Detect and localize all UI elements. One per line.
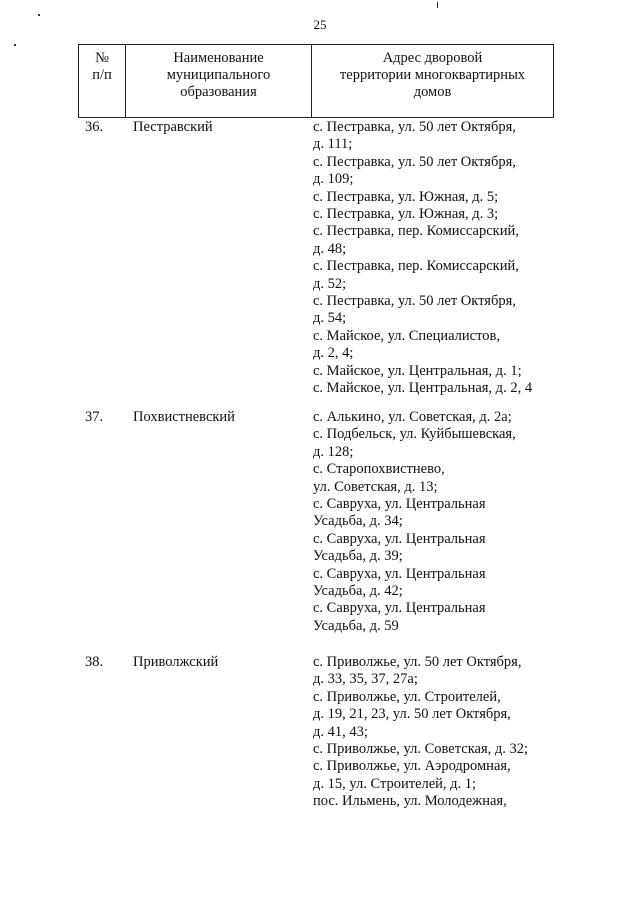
table-row bbox=[78, 654, 554, 811]
address-line: ул. Советская, д. 13; bbox=[313, 478, 438, 495]
table-header bbox=[78, 44, 554, 118]
address-line: с. Пестравка, ул. 50 лет Октября, bbox=[313, 293, 516, 310]
header-name-label: образования bbox=[180, 84, 257, 100]
address-list bbox=[313, 654, 554, 811]
address-list bbox=[313, 119, 554, 398]
header-address-label: территории многоквартирных bbox=[339, 67, 526, 83]
address-line: с. Савруха, ул. Центральная bbox=[313, 496, 486, 513]
address-line: д. 111; bbox=[313, 136, 353, 153]
header-address-label: домов bbox=[413, 84, 452, 100]
address-line: с. Пестравка, пер. Комиссарский, bbox=[313, 223, 519, 240]
address-line: с. Майское, ул. Центральная, д. 2, 4 bbox=[313, 380, 533, 397]
page-number: 25 bbox=[313, 17, 327, 32]
address-line: д. 19, 21, 23, ул. 50 лет Октября, bbox=[313, 706, 511, 723]
header-address-column bbox=[311, 45, 553, 117]
address-line: с. Майское, ул. Центральная, д. 1; bbox=[313, 362, 522, 379]
scan-speck bbox=[437, 2, 438, 8]
address-line: д. 2, 4; bbox=[313, 345, 354, 362]
row-number: 38. bbox=[85, 654, 104, 670]
address-line: с. Приволжье, ул. Аэродромная, bbox=[313, 758, 511, 775]
header-name-label: Наименование bbox=[173, 50, 264, 66]
address-line: д. 33, 35, 37, 27а; bbox=[313, 671, 418, 688]
address-line: с. Савруха, ул. Центральная bbox=[313, 530, 486, 547]
municipality-name: Похвистневский bbox=[133, 409, 235, 425]
address-line: с. Савруха, ул. Центральная bbox=[313, 600, 486, 617]
header-number-label: № bbox=[95, 50, 109, 66]
table-row bbox=[78, 119, 554, 398]
row-number: 37. bbox=[85, 409, 104, 425]
scan-speck bbox=[14, 44, 16, 46]
header-name-label: муниципального bbox=[166, 67, 271, 83]
address-line: с. Пестравка, пер. Комиссарский, bbox=[313, 258, 519, 275]
address-line: с. Старопохвистнево, bbox=[313, 461, 445, 478]
address-line: с. Пестравка, ул. Южная, д. 3; bbox=[313, 206, 499, 223]
address-line: д. 52; bbox=[313, 275, 347, 292]
address-line: с. Пестравка, ул. 50 лет Октября, bbox=[313, 119, 516, 135]
address-line: с. Савруха, ул. Центральная bbox=[313, 565, 486, 582]
address-line: Усадьба, д. 59 bbox=[313, 617, 399, 634]
address-line: с. Приволжье, ул. Советская, д. 32; bbox=[313, 741, 529, 758]
row-number: 36. bbox=[85, 119, 104, 135]
address-line: д. 41, 43; bbox=[313, 723, 368, 740]
address-line: Усадьба, д. 39; bbox=[313, 548, 403, 565]
address-line: д. 128; bbox=[313, 443, 354, 460]
header-address-label: Адрес дворовой bbox=[382, 50, 483, 66]
address-line: с. Приволжье, ул. 50 лет Октября, bbox=[313, 654, 522, 670]
table-body bbox=[78, 119, 554, 810]
address-line: с. Пестравка, ул. 50 лет Октября, bbox=[313, 153, 516, 170]
address-line: с. Алькино, ул. Советская, д. 2а; bbox=[313, 409, 512, 425]
address-line: с. Пестравка, ул. Южная, д. 5; bbox=[313, 188, 499, 205]
municipality-name: Пестравский bbox=[133, 119, 213, 135]
address-line: д. 54; bbox=[313, 310, 347, 327]
address-list bbox=[313, 409, 554, 635]
table-row bbox=[78, 409, 554, 635]
address-line: д. 109; bbox=[313, 171, 354, 188]
scan-speck bbox=[38, 14, 40, 16]
header-number-column bbox=[79, 45, 125, 117]
header-name-column bbox=[125, 45, 311, 117]
address-line: д. 15, ул. Строителей, д. 1; bbox=[313, 775, 477, 792]
header-number-label: п/п bbox=[92, 67, 112, 83]
address-line: Усадьба, д. 42; bbox=[313, 583, 403, 600]
address-line: с. Майское, ул. Специалистов, bbox=[313, 327, 500, 344]
address-line: с. Подбельск, ул. Куйбышевская, bbox=[313, 426, 516, 443]
address-line: пос. Ильмень, ул. Молодежная, bbox=[313, 793, 507, 810]
address-line: с. Приволжье, ул. Строителей, bbox=[313, 688, 501, 705]
municipality-name: Приволжский bbox=[133, 654, 219, 670]
address-line: д. 48; bbox=[313, 240, 347, 257]
address-line: Усадьба, д. 34; bbox=[313, 513, 403, 530]
